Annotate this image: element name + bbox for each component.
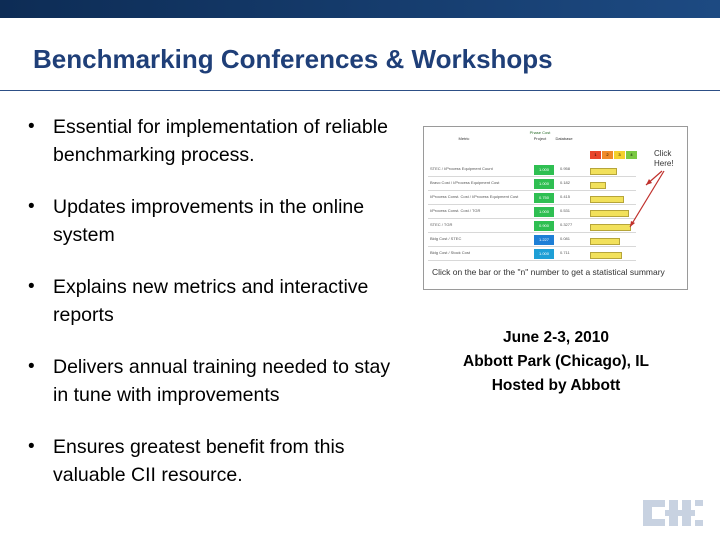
slide-title: Benchmarking Conferences & Workshops: [33, 44, 553, 74]
inset-col-database: Database: [555, 136, 573, 141]
inset-row-label: STEC / I/Process Equipment Count: [430, 166, 493, 171]
event-location: Abbott Park (Chicago), IL: [463, 353, 649, 370]
title-rule: [0, 90, 720, 91]
inset-scale-box: 2: [602, 151, 613, 159]
inset-row-label: STEC / TGR: [430, 222, 453, 227]
inset-row-value: 1.227: [534, 235, 554, 245]
arrow-icon: [424, 127, 687, 289]
bullet-icon: •: [28, 276, 35, 297]
event-info: [428, 326, 684, 398]
inset-row-value: 1.000: [534, 249, 554, 259]
bullet-icon: •: [28, 356, 35, 377]
event-host: Hosted by Abbott: [491, 377, 621, 394]
inset-row-value: 1.000: [534, 179, 554, 189]
bullet-item: [24, 353, 399, 409]
inset-row-median: 0.3277: [560, 222, 573, 227]
inset-row-label: I/Process Const. Cost / TGR: [430, 208, 481, 213]
inset-caption: Click on the bar or the "n" number to get a statistical summary: [432, 267, 665, 277]
event-date: June 2-3, 2010: [503, 329, 609, 346]
inset-scale-box: 3: [614, 151, 625, 159]
inset-col-project: Project: [533, 136, 547, 141]
bullet-list: [24, 113, 399, 513]
inset-row-median: 0.711: [560, 250, 570, 255]
inset-row-label: Bldg Cost / Stock Cost: [430, 250, 471, 255]
bullet-item: [24, 113, 399, 169]
bullet-item: [24, 273, 399, 329]
report-screenshot: [423, 126, 688, 290]
cii-logo-icon: [641, 496, 705, 530]
inset-row-label: Bravo Cost / I/Process Equipment Cost: [430, 180, 500, 185]
inset-col-metric: Metric: [458, 136, 470, 141]
inset-row-value: 0.750: [534, 193, 554, 203]
inset-row-median: 0.081: [560, 236, 571, 241]
inset-row-value: 1.000: [534, 165, 554, 175]
inset-row-label: I/Process Const. Cost / I/Process Equipment Cost: [430, 194, 519, 199]
inset-scale-box: 4: [626, 151, 637, 159]
click-here-note: Click Here!: [654, 149, 674, 168]
bullet-text: Essential for implementation of reliable benchmarking process.: [53, 116, 388, 166]
inset-row-value: 0.900: [534, 221, 554, 231]
bullet-item: [24, 433, 399, 489]
inset-row-median: 0.531: [560, 208, 571, 213]
inset-scale-box: 1: [590, 151, 601, 159]
bullet-item: [24, 193, 399, 249]
inset-row-median: 0.415: [560, 194, 571, 199]
inset-row-label: Bldg Cost / STEC: [430, 236, 462, 241]
top-band: [0, 0, 720, 18]
bullet-icon: •: [28, 196, 35, 217]
inset-row-value: 1.000: [534, 207, 554, 217]
bullet-text: Delivers annual training needed to stay in tune with improvements: [53, 356, 391, 406]
inset-header: Phase Cost: [529, 130, 551, 135]
inset-row-median: 0.182: [560, 180, 571, 185]
bullet-icon: •: [28, 116, 35, 137]
bullet-text: Explains new metrics and interactive reports: [53, 276, 369, 326]
bullet-text: Updates improvements in the online system: [53, 196, 365, 246]
inset-row-median: 0.958: [560, 166, 571, 171]
bullet-icon: •: [28, 436, 35, 457]
bullet-text: Ensures greatest benefit from this valuable CII resource.: [53, 436, 345, 486]
